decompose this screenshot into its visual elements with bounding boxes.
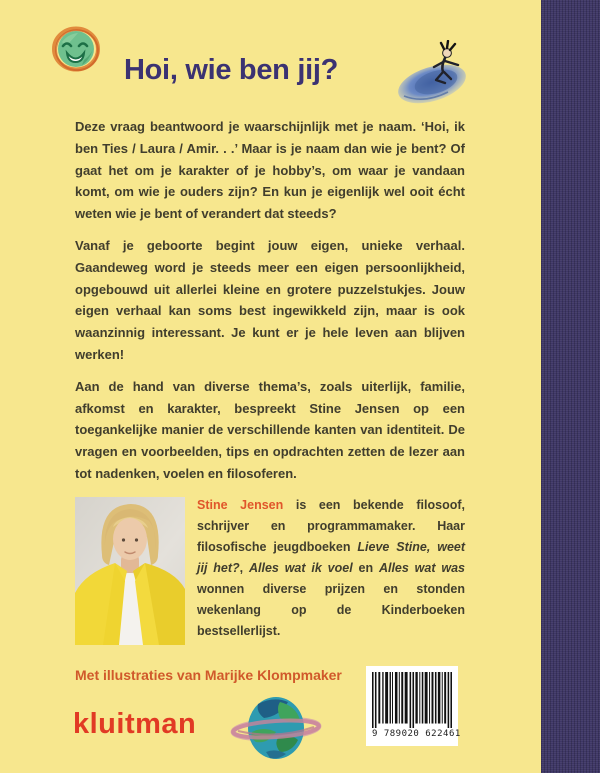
author-bio (75, 495, 465, 647)
book-spine (541, 0, 600, 773)
blurb-paragraph-2: Vanaf je geboorte begint jouw eigen, unieke verhaal. Gaandeweg word je steeds meer een eigen persoonlijkheid, opgebouwd uit allerlei kleine en grotere puzzelstukjes. Jouw eigen verhaal kan soms best ingewikkeld zijn, maar is ook waanzinnig interessant. Je kunt er je hele leven aan blijven werken! (75, 237, 465, 362)
surfer-doodle-icon (394, 40, 478, 108)
blurb-paragraph-3: Aan de hand van diverse thema’s, zoals uiterlijk, familie, afkomst en karakter, bespreekt Stine Jensen op een toegankelijke manier de verschillende kanten van identiteit. De vragen en voorbeelden, tips en opdrachten zetten de lezer aan tot nadenken, voelen en filosoferen. (75, 378, 465, 481)
author-photo (75, 497, 185, 645)
laughing-globe-icon (52, 26, 100, 74)
bio-segment: wonnen diverse prijzen en stonden wekenlang op de Kinderboeken bestsellerlijst. (197, 581, 465, 638)
bio-segment: , (239, 560, 249, 575)
barcode-number: 9 789020 622461 (372, 729, 461, 739)
barcode-bars (372, 672, 452, 728)
book-title-alles-wat-was: Alles wat was (378, 560, 465, 575)
bio-segment: is een bekende filosoof, schrijver en programmamaker. Haar filosofische jeugdboeken (197, 497, 465, 554)
barcode (366, 666, 461, 746)
ringed-planet-icon (230, 690, 322, 766)
book-title-alles-wat-ik-voel: Alles wat ik voel (248, 560, 353, 575)
illustrator-credit: Met illustraties van Marijke Klompmaker (75, 666, 342, 683)
blurb-paragraph-1: Deze vraag beantwoord je waarschijnlijk met je naam. ‘Hoi, ik ben Ties / Laura / Amir. . .’ Maar is je naam dan wie je bent? Of gaat het om je karakter of je hobby’s, om waar je vandaan komt, om wie je ouders zijn? En kun je eigenlijk wel ooit écht weten wie je bent of verandert dat steeds? (75, 119, 465, 222)
author-name: Stine Jensen (197, 497, 284, 512)
blurb-column (75, 116, 465, 683)
cover-header (0, 26, 541, 112)
publisher-logo: kluitman (73, 708, 197, 740)
book-title-lieve-stine: Lieve Stine, weet jij het? (197, 539, 466, 575)
page-title: Hoi, wie ben jij? (124, 54, 339, 86)
bio-segment: en (352, 560, 379, 575)
